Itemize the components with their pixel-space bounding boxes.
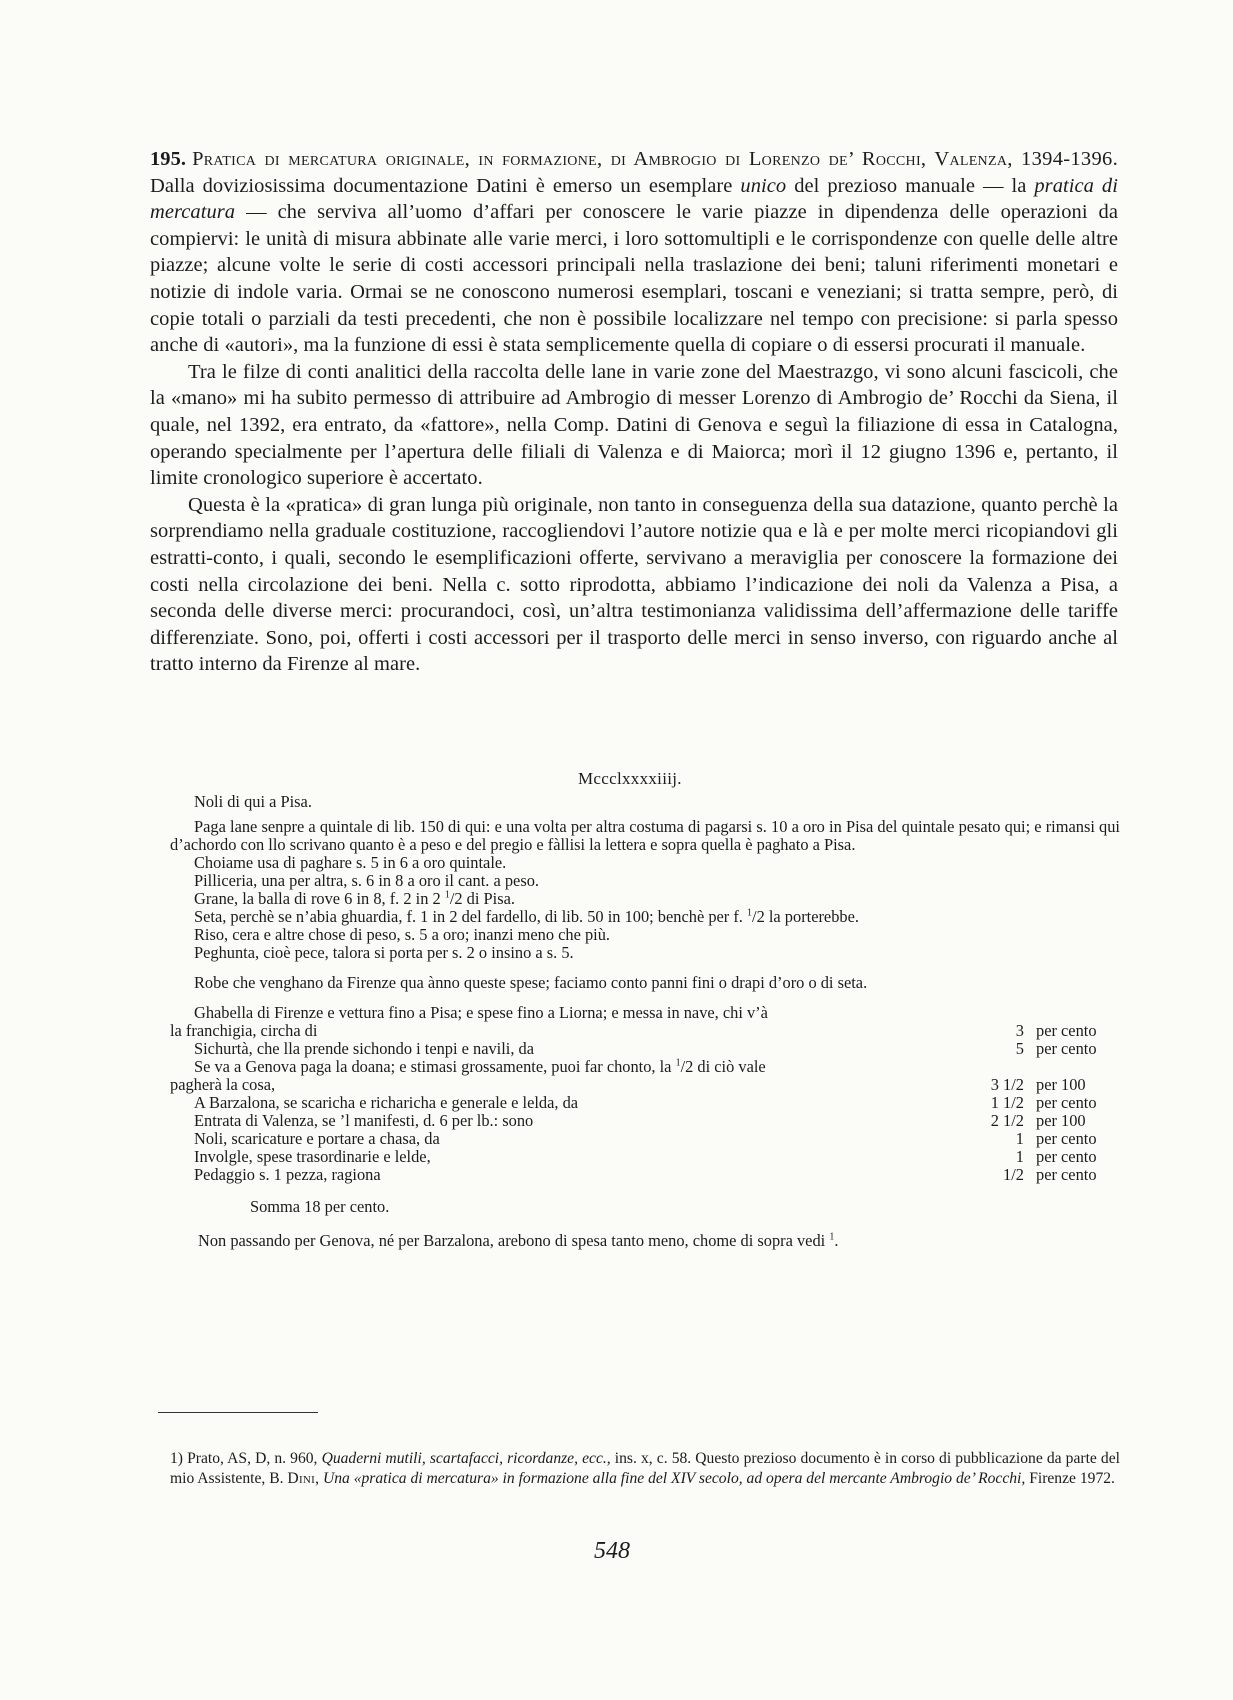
document-entry: Riso, cera e altre chose di peso, s. 5 a oro; inanzi meno che più. [194,925,611,944]
entry-number: 195. [150,148,187,170]
fraction-numerator: 1 [747,907,753,919]
cost-row: Ghabella di Firenze e vettura fino a Pisa; e spese fino a Liorna; e messa in nave, chi v’à [194,1003,768,1022]
document-date: Mccclxxxxiiij. [578,769,682,788]
cost-row: pagherà la cosa, 3 1/2 per 100 [170,1075,1086,1094]
intro-commentary [150,146,1118,678]
cost-row: Sichurtà, che lla prende sichondo i tenpi e navili, da 5 per cento [194,1039,1097,1058]
fraction-numerator: 1 [675,1057,681,1069]
fraction-numerator: 1 [444,889,450,901]
intro-paragraph-1 [150,146,1118,359]
document-heading: Noli di qui a Pisa. [194,792,312,811]
intro-paragraph-3: Questa è la «pratica» di gran lunga più originale, non tanto in conseguenza della sua datazione, quanto perchè la sorprendiamo nella graduale costituzione, raccogliendovi l’autore notizie qua e là e per molte merci ricopiandovi gli estratti-conto, i quali, secondo le esemplificazioni offerte, servivano a meraviglia per conoscere la formazione dei costi nella circolazione dei beni. Nella c. sotto riprodotta, abbiamo l’indicazione dei noli da Valenza a Pisa, a seconda delle diverse merci: procurandoci, così, un’altra testimonianza validissima dell’affermazione delle tariffe differenziate. Sono, poi, offerti i costi accessori per il trasporto delle merci in senso inverso, con riguardo anche al tratto interno da Firenze al mare. [150,493,1118,676]
cost-total: Somma 18 per cento. [250,1197,390,1216]
intro-italic: pratica di mercatura [150,174,1118,224]
closing-line: Non passando per Genova, né per Barzalona, arebono di spesa tanto meno, chome di sopra vedi $^1$. [198,1231,839,1250]
page-number: 548 [594,1538,630,1564]
cost-row: Noli, scaricature e portare a chasa, da 1 per cento [194,1129,1097,1148]
intro-text: del prezioso manuale — la [794,174,1027,197]
author-name: Dini [287,1469,316,1487]
cost-row: Entrata di Valenza, se ’l manifesti, d. 6 per lb.: sono 2 1/2 per 100 [194,1111,1086,1130]
document-entry: Pilliceria, una per altra, s. 6 in 8 a oro il cant. a peso. [194,871,540,890]
intro-text: — che serviva all’uomo d’affari per conoscere le varie piazze in dipendenza delle operazioni da compiervi: le unità di misura abbinate alle varie merci, i loro sottomultipli e le corrispondenze con quelle delle altre piazze; alcune volte le serie di costi accessori principali nella traslazione dei beni; taluni riferimenti monetari e notizie di indole varia. Ormai se ne conoscono numerosi esemplari, toscani e veneziani; si tratta sempre, però, di copie totali o parziali da testi precedenti, che non è possibile localizzare nel tempo con precisione: si parla spesso anche di «autori», ma la funzione di essi è stata semplicemente quella di copiare o di essersi procurati il manuale. [150,201,1118,357]
entry-title: Pratica di mercatura originale, in formazione, di Ambrogio di Lorenzo de’ Rocchi, Valenza, 1394-1396. [192,148,1118,170]
document-paragraph: Paga lane senpre a quintale di lib. 150 di qui: e una volta per altra costuma di pagarsi s. 10 a oro in Pisa del quintale pesato qui; e rimansi qui d’achordo con llo scrivano quanto è a peso e del pregio e fàllisi la lettera e sopra quella è paghato a Pisa. [170,817,1120,854]
document-entry: Choiame usa di paghare s. 5 in 6 a oro quintale. [194,853,507,872]
cost-row: A Barzalona, se scaricha e richaricha e generale e lelda, da 1 1/2 per cento [194,1093,1097,1112]
document-paragraph: Robe che venghano da Firenze qua ànno queste spese; faciamo conto panni fini o drapi d’oro o di seta. [194,973,868,992]
cost-row: Involgle, spese trasordinarie e lelde, 1 per cento [194,1147,1097,1166]
footnote-marker: 1) [170,1450,183,1467]
cost-row: la franchigia, circha di 3 per cento [170,1021,1097,1040]
document-entry: Seta, perchè se n’abia ghuardia, f. 1 in 2 del fardello, di lib. 50 in 100; benchè per f. $^1$/2 la porterebbe. [194,907,859,926]
footnote-reference[interactable]: 1 [829,1231,835,1243]
intro-text: Dalla doviziosissima documentazione Datini è emerso un esemplare [150,174,733,197]
cost-table [170,1004,1120,1184]
cost-row: Pedaggio s. 1 pezza, ragiona 1/2 per cento [194,1165,1097,1184]
footnote: 1) Prato, AS, D, n. 960, Quaderni mutili, scartafacci, ricordanze, ecc., ins. x, c. 58. Questo prezioso documento è in corso di pubblicazione da parte del mio Assistente, B. Dini, Una «pratica di mercatura» in formazione alla fine del XIV secolo, ad opera del mercante Ambrogio de’ Rocchi, Firenze 1972. [170,1450,1120,1487]
footnote-divider [158,1412,318,1413]
intro-italic: unico [740,174,787,197]
intro-paragraph-2: Tra le filze di conti analitici della raccolta delle lane in varie zone del Maestrazgo, vi sono alcuni fascicoli, che la «mano» mi ha subito permesso di attribuire ad Ambrogio di messer Lorenzo di Ambrogio de’ Rocchi da Siena, il quale, nel 1392, era entrato, da «fattore», nella Comp. Datini di Genova e seguì la filiazione di essa in Catalogna, operando specialmente per l’apertura delle filiali di Valenza e di Maiorca; morì il 12 giugno 1396 e, pertanto, il limite cronologico superiore è accertato. [150,360,1118,490]
document-entry: Grane, la balla di rove 6 in 8, f. 2 in 2 $^1$/2 di Pisa. [194,889,515,908]
document-transcription [170,788,1120,1250]
cost-row: Se va a Genova paga la doana; e stimasi grossamente, puoi far chonto, la $^1$/2 di ciò vale [194,1057,766,1076]
document-entry: Peghunta, cioè pece, talora si porta per s. 2 o insino a s. 5. [194,943,574,962]
